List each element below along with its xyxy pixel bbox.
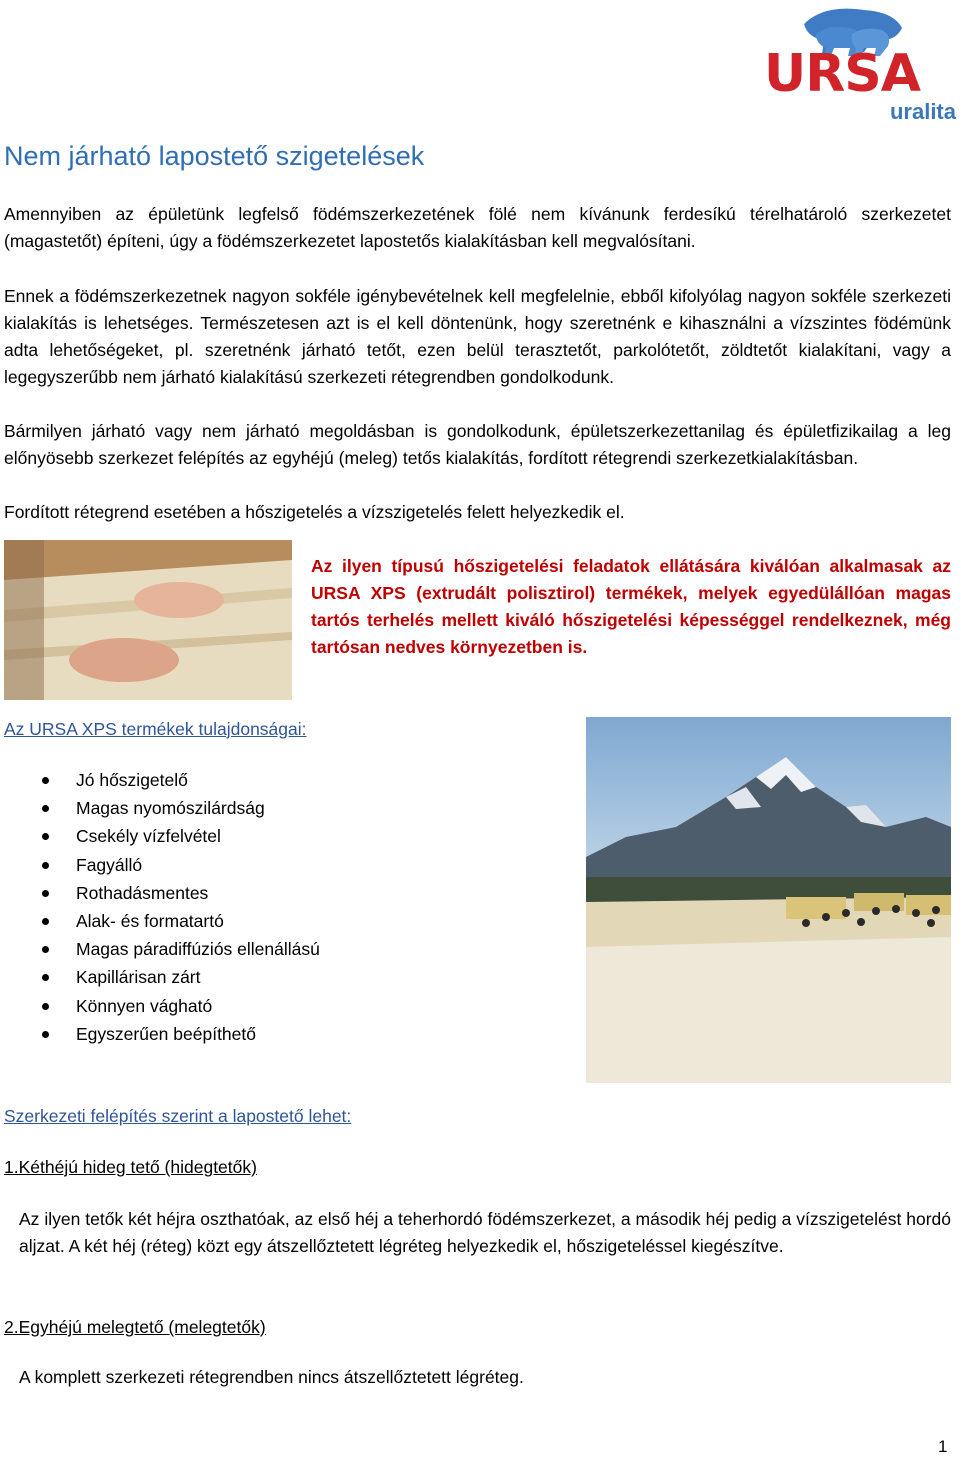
solution-paragraph: Bármilyen járható vagy nem járható megoldásban is gondolkodunk, épületszerkezettanilag és épületfizikailag a leg előnyösebb szerkezet felépítés az egyhéjú (meleg) tetős kialakítás, fordított rétegrendi szerkezetkialakításban. xyxy=(4,421,951,468)
list-item: Magas páradiffúziós ellenállású xyxy=(38,935,320,963)
page-number: 1 xyxy=(938,1437,948,1456)
structure-heading: Szerkezeti felépítés szerint a lapostető lehet: xyxy=(4,1106,352,1126)
list-item: Rothadásmentes xyxy=(38,879,320,907)
page-title: Nem járható lapostető szigetelések xyxy=(4,141,425,171)
logo-subtitle: uralita xyxy=(889,99,956,124)
cold-roof-text: Az ilyen tetők két héjra oszthatóak, az első héj a teherhordó födémszerkezet, a második héj pedig a vízszigetelést hordó aljzat. A két héj (réteg) közt egy átszellőztetett légréteg helyezkedik el, hőszigeteléssel kiegészítve. xyxy=(19,1209,951,1256)
list-item: Csekély vízfelvétel xyxy=(38,822,320,850)
list-item: Magas nyomószilárdság xyxy=(38,794,320,822)
inverted-roof-paragraph: Fordított rétegrend esetében a hőszigetelés a vízszigetelés felett helyezkedik el. xyxy=(4,502,625,522)
list-item: Könnyen vágható xyxy=(38,992,320,1020)
roof-mountain-photo xyxy=(586,717,951,1083)
xps-highlight-text: Az ilyen típusú hőszigetelési feladatok ellátására kiválóan alkalmasak az URSA XPS (extrudált polisztirol) termékek, melyek egyedülállóan magas tartós terhelés mellett kiváló hőszigetelési képességgel rendelkeznek, még tartósan nedves környezetben is. xyxy=(311,556,951,657)
list-item: Egyszerűen beépíthető xyxy=(38,1020,320,1048)
list-item: Fagyálló xyxy=(38,851,320,879)
requirements-paragraph: Ennek a födémszerkezetnek nagyon sokféle igénybevételnek kell megfelelnie, ebből kifolyólag nagyon sokféle szerkezeti kialakítás is lehetséges. Természetesen azt is el kell döntenünk, hogy szeretnénk e kihasználni a vízszintes födémünk adta lehetőségeket, pl. szeretnénk járható tetőt, ezen belül terasztetőt, parkolótetőt, zöldtetőt kialakítani, vagy a legegyszerűbb nem járható kialakítású szerkezeti rétegrendben gondolkodunk. xyxy=(4,286,951,387)
list-item: Alak- és formatartó xyxy=(38,907,320,935)
intro-paragraph: Amennyiben az épületünk legfelső födémszerkezetének fölé nem kívánunk ferdesíkú térelhatároló szerkezetet (magastetőt) építeni, úgy a födémszerkezetet lapostetős kialakításban kell megvalósítani. xyxy=(4,204,951,251)
properties-list xyxy=(38,766,320,1048)
list-item: Kapillárisan zárt xyxy=(38,963,320,991)
ursa-logo xyxy=(764,4,960,124)
properties-heading: Az URSA XPS termékek tulajdonságai: xyxy=(4,719,307,739)
insulation-boards-photo xyxy=(4,540,292,700)
warm-roof-text: A komplett szerkezeti rétegrendben nincs átszellőztetett légréteg. xyxy=(19,1367,524,1387)
cold-roof-heading: 1.Kéthéjú hideg tető (hidegtetők) xyxy=(4,1157,257,1177)
list-item: Jó hőszigetelő xyxy=(38,766,320,794)
warm-roof-heading: 2.Egyhéjú melegtető (melegtetők) xyxy=(4,1317,266,1337)
logo-brand-text: URSA xyxy=(764,44,920,104)
